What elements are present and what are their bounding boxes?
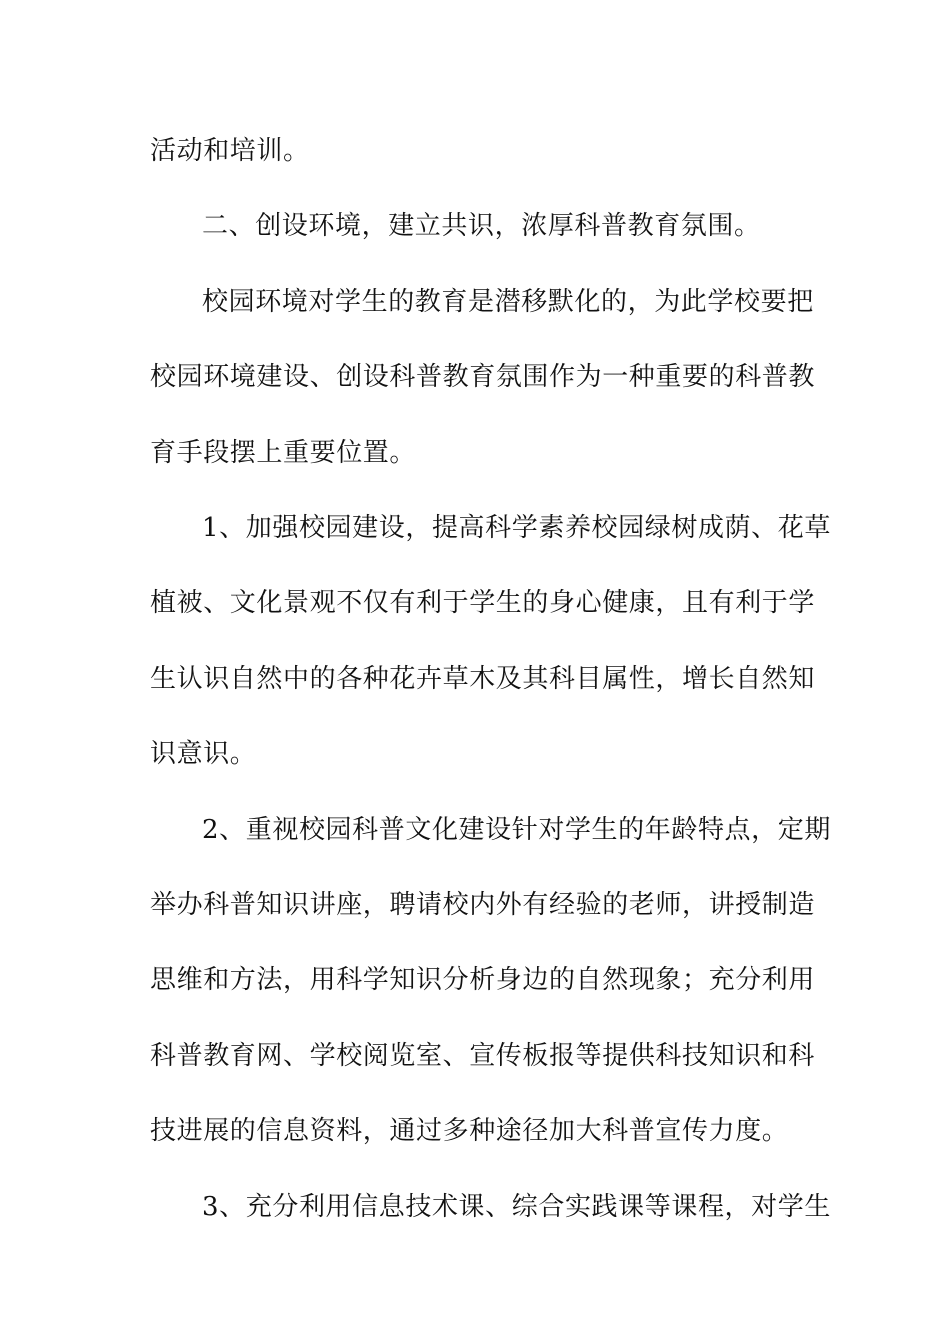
paragraph-line: 1、加强校园建设，提高科学素养校园绿树成荫、花草	[202, 513, 831, 543]
paragraph-line: 识意识。	[150, 739, 257, 769]
paragraph-line: 活动和培训。	[150, 136, 310, 166]
paragraph-line: 校园环境建设、创设科普教育氛围作为一种重要的科普教	[150, 362, 816, 392]
paragraph-line: 生认识自然中的各种花卉草木及其科目属性，增长自然知	[150, 664, 816, 694]
paragraph-line: 植被、文化景观不仅有利于学生的身心健康，且有利于学	[150, 588, 816, 618]
paragraph-line: 思维和方法，用科学知识分析身边的自然现象；充分利用	[150, 965, 816, 995]
paragraph-line: 2、重视校园科普文化建设针对学生的年龄特点，定期	[202, 815, 831, 845]
paragraph-line: 3、充分利用信息技术课、综合实践课等课程，对学生	[202, 1192, 831, 1222]
paragraph-line: 校园环境对学生的教育是潜移默化的，为此学校要把	[202, 287, 814, 317]
paragraph-line: 科普教育网、学校阅览室、宣传板报等提供科技知识和科	[150, 1041, 816, 1071]
paragraph-line: 育手段摆上重要位置。	[150, 438, 417, 468]
paragraph-line: 举办科普知识讲座，聘请校内外有经验的老师，讲授制造	[150, 890, 816, 920]
paragraph-line: 技进展的信息资料，通过多种途径加大科普宣传力度。	[150, 1116, 789, 1146]
section-heading: 二、创设环境，建立共识，浓厚科普教育氛围。	[202, 211, 761, 241]
